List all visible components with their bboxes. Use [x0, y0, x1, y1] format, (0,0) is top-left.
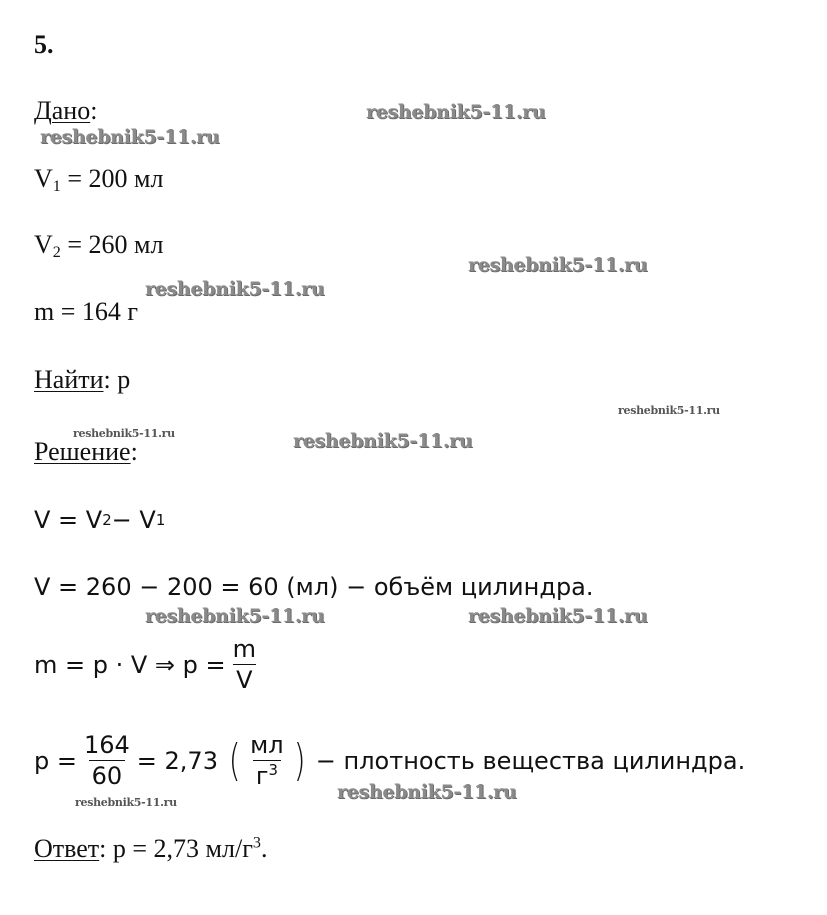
find-target: : p	[103, 365, 131, 394]
answer-period: .	[260, 834, 268, 863]
find-line	[34, 365, 130, 395]
unit-denominator-exp: 3	[268, 761, 278, 780]
calc-denominator: 60	[89, 760, 126, 789]
density-fraction-denominator: V	[233, 664, 255, 693]
watermark: reshebnik5-11.ru	[468, 254, 648, 276]
answer-line	[34, 834, 267, 864]
problem-number-text: 5	[34, 30, 47, 59]
density-fraction-numerator: m	[232, 635, 257, 663]
watermark: reshebnik5-11.ru	[468, 605, 648, 627]
given-mass: m = 164 г	[34, 297, 139, 326]
density-fraction	[230, 636, 259, 694]
density-formula	[34, 636, 263, 694]
watermark: reshebnik5-11.ru	[337, 781, 517, 803]
given-label: Дано	[34, 96, 91, 125]
density-formula-lhs: m = p · V ⇒ p =	[34, 650, 226, 679]
given-v1	[34, 164, 163, 194]
calc-description: − плотность вещества цилиндра.	[315, 746, 746, 775]
calc-numerator: 164	[83, 731, 130, 759]
solution-colon: :	[130, 437, 138, 466]
volume-calculation: V = 260 − 200 = 60 (мл) − объём цилиндра.	[34, 573, 594, 601]
formula-lhs: V = V	[34, 506, 103, 534]
watermark: reshebnik5-11.ru	[75, 796, 177, 809]
watermark: reshebnik5-11.ru	[40, 126, 220, 148]
answer-exponent: 3	[252, 834, 261, 852]
problem-number-dot: .	[47, 30, 54, 59]
watermark: reshebnik5-11.ru	[293, 430, 473, 452]
v2-subscript: 2	[52, 244, 61, 262]
left-paren: (	[228, 734, 241, 786]
v2-symbol: V	[34, 230, 53, 259]
calc-lhs: p =	[34, 746, 77, 775]
answer-value: : p = 2,73 мл/г	[99, 834, 253, 863]
answer-label: Ответ	[34, 834, 100, 863]
find-label: Найти	[34, 365, 104, 394]
given-colon: :	[90, 96, 98, 125]
calc-result: = 2,73	[136, 746, 218, 775]
density-calculation	[34, 732, 745, 790]
v1-symbol: V	[34, 164, 53, 193]
v1-subscript: 1	[52, 178, 61, 196]
formula-minus: − V	[111, 506, 156, 534]
watermark: reshebnik5-11.ru	[73, 427, 175, 440]
v1-value: = 200 мл	[60, 164, 164, 193]
unit-fraction	[247, 732, 286, 790]
watermark: reshebnik5-11.ru	[618, 404, 720, 417]
watermark: reshebnik5-11.ru	[366, 101, 546, 123]
right-paren: )	[293, 734, 306, 786]
solution-heading	[34, 437, 138, 467]
solution-label: Решение	[34, 437, 131, 466]
formula-volume-difference: V = V 2 − V 1	[34, 506, 166, 534]
watermark: reshebnik5-11.ru	[145, 605, 325, 627]
unit-denominator-base: г	[255, 762, 269, 791]
unit-numerator: мл	[250, 731, 284, 759]
unit-denominator	[253, 760, 281, 789]
problem-number	[34, 30, 54, 60]
v2-value: = 260 мл	[60, 230, 164, 259]
watermark: reshebnik5-11.ru	[145, 278, 325, 300]
given-heading	[34, 96, 97, 126]
calc-fraction	[81, 732, 133, 790]
given-v2	[34, 230, 163, 260]
